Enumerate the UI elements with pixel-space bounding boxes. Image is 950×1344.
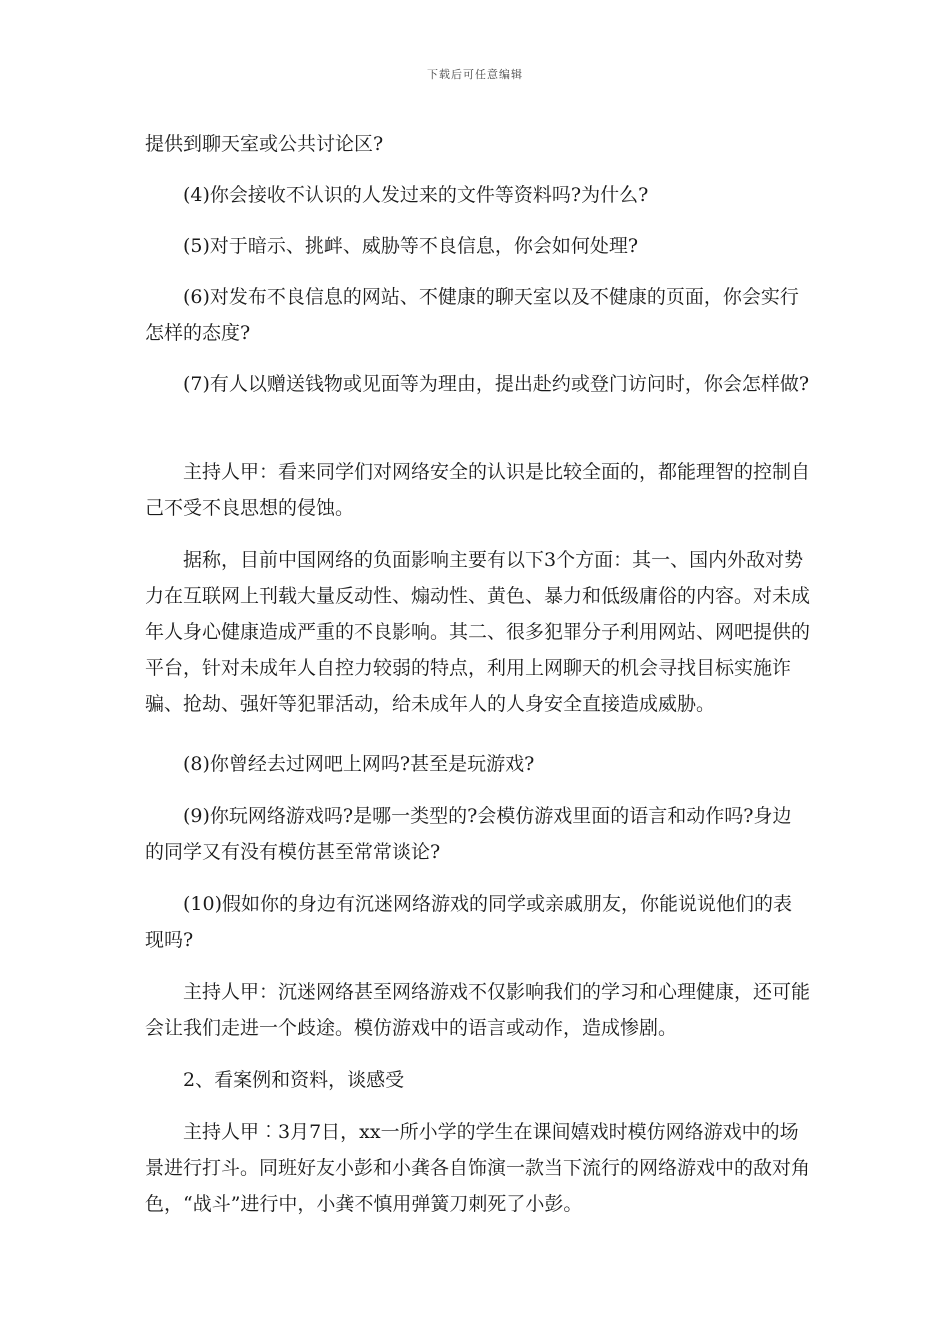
header-note: 下载后可任意编辑 [427, 68, 523, 81]
question-4: (4)你会接收不认识的人发过来的文件等资料吗?为什么? [183, 184, 649, 206]
question-5: (5)对于暗示、挑衅、威胁等不良信息，你会如何处理? [183, 235, 639, 257]
host-remark-2: 主持人甲：沉迷网络甚至网络游戏不仅影响我们的学习和心理健康，还可能会让我们走进一个歧途。模仿游戏中的语言或动作，造成惨剧。 [145, 981, 811, 1039]
question-8: (8)你曾经去过网吧上网吗?甚至是玩游戏? [183, 753, 535, 775]
host-remark-1: 主持人甲：看来同学们对网络安全的认识是比较全面的，都能理智的控制自己不受不良思想的侵蚀。 [145, 461, 811, 519]
section-heading: 2、看案例和资料，谈感受 [183, 1069, 405, 1091]
question-6: (6)对发布不良信息的网站、不健康的聊天室以及不健康的页面，你会实行怎样的态度? [145, 286, 799, 344]
question-7: (7)有人以赠送钱物或见面等为理由，提出赴约或登门访问时，你会怎样做? [183, 373, 810, 395]
report-paragraph: 据称，目前中国网络的负面影响主要有以下3个方面：其一、国内外敌对势力在互联网上刊载大量反动性、煽动性、黄色、暴力和低级庸俗的内容。对未成年人身心健康造成严重的不良影响。其二、很多犯罪分子利用网站、网吧提供的平台，针对未成年人自控力较弱的特点，利用上网聊天的机会寻找目标实施诈骗、抢劫、强奸等犯罪活动，给未成年人的人身安全直接造成威胁。 [145, 549, 811, 715]
question-9: (9)你玩网络游戏吗?是哪一类型的?会模仿游戏里面的语言和动作吗?身边的同学又有没有模仿甚至常常谈论? [145, 805, 792, 863]
paragraph-continuation: 提供到聊天室或公共讨论区? [145, 133, 384, 155]
question-10: (10)假如你的身边有沉迷网络游戏的同学或亲戚朋友，你能说说他们的表现吗? [145, 893, 793, 951]
host-case-paragraph: 主持人甲︰3月7日，xx一所小学的学生在课间嬉戏时模仿网络游戏中的场景进行打斗。同班好友小彭和小龚各自饰演一款当下流行的网络游戏中的敌对角色，“战斗”进行中，小龚不慎用弹簧刀刺死了小彭。 [145, 1121, 811, 1215]
